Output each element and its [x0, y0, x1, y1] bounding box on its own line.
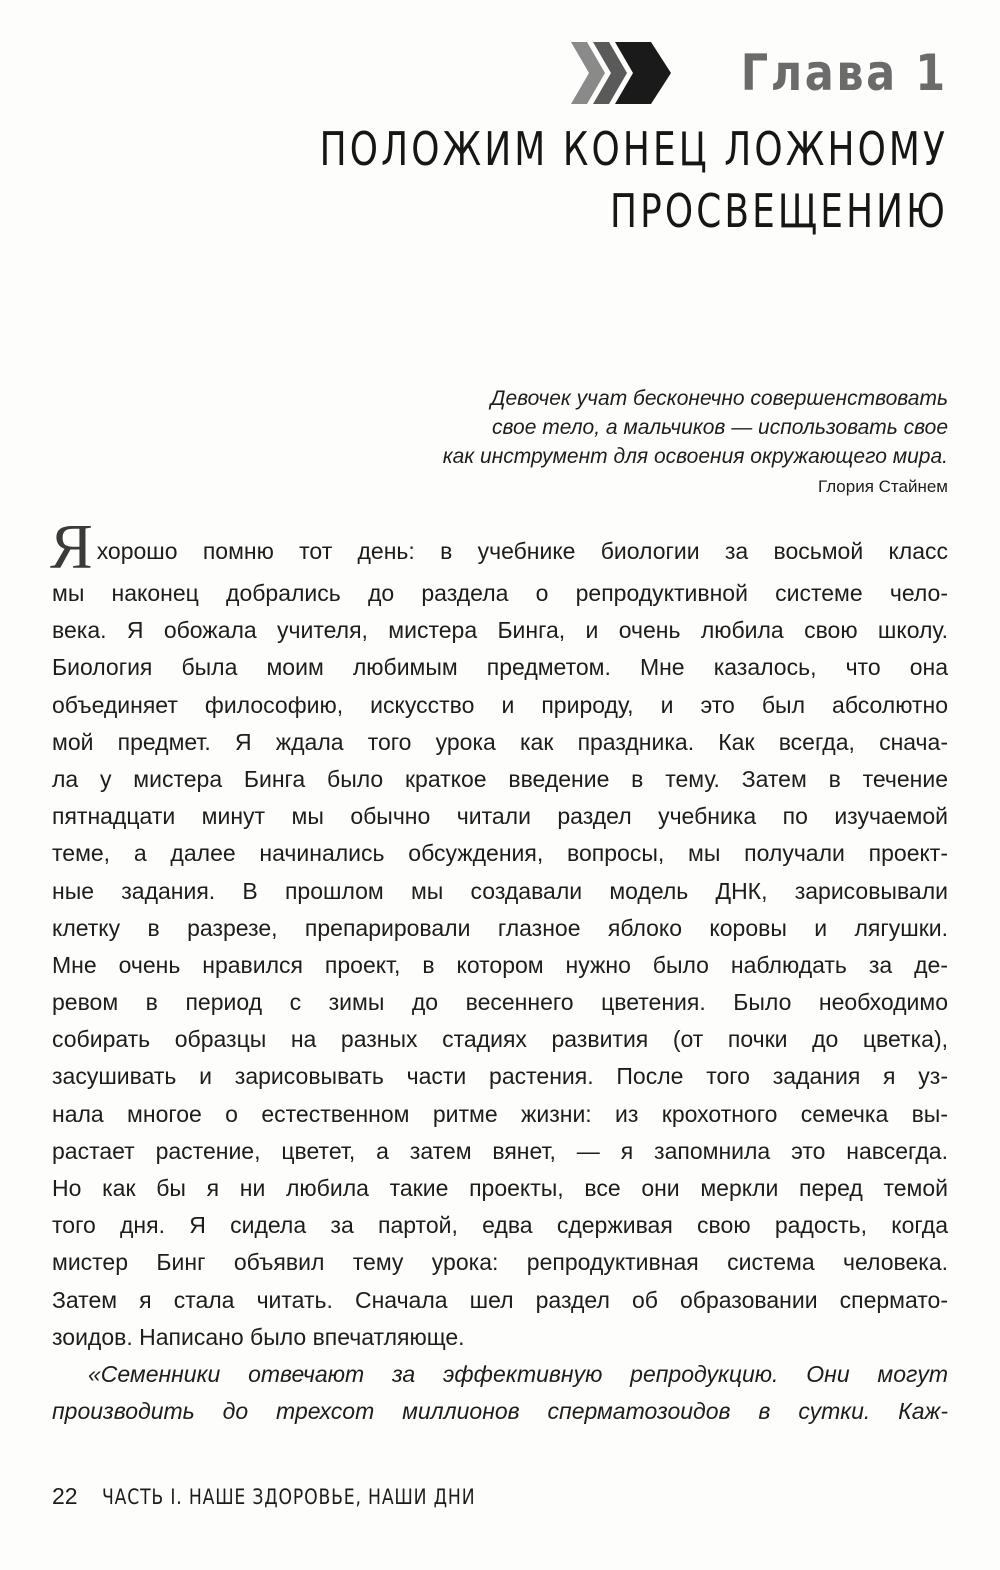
epigraph-line: как инструмент для освоения окружающего мира.: [442, 445, 948, 468]
text-line: мой предмет. Я ждала того урока как праздника. Как всегда, снача-: [52, 728, 948, 755]
epigraph-author: Глория Стайнем: [817, 477, 948, 496]
text-line: пятнадцати минут мы обычно читали раздел учебника по изучаемой: [52, 803, 948, 830]
page-footer: [52, 1483, 557, 1510]
text-line: ные задания. В прошлом мы создавали модель ДНК, зарисовывали: [52, 877, 948, 904]
text-line: Затем я стала читать. Сначала шел раздел об образовании спермато-: [52, 1286, 948, 1313]
text-line: Но как бы я ни любила такие проекты, все они меркли перед темой: [52, 1175, 948, 1201]
text-line: ревом в период с зимы до весеннего цветения. Было необходимо: [52, 989, 948, 1016]
epigraph: [328, 384, 948, 499]
drop-cap: Я: [50, 511, 93, 582]
text-line: собирать образцы на разных стадиях развития (от почки до цветка),: [52, 1026, 948, 1053]
text-line: века. Я обожала учителя, мистера Бинга, и очень любила свою школу.: [52, 617, 948, 644]
chapter-title-line: ПРОСВЕЩЕНИЮ: [610, 184, 948, 238]
page-number: 22: [52, 1483, 78, 1509]
epigraph-line: Девочек учат бесконечно совершенствовать: [490, 387, 948, 410]
chapter-title-line: ПОЛОЖИМ КОНЕЦ ЛОЖНОМУ: [319, 122, 949, 176]
text-line: нала многое о естественном ритме жизни: из крохотного семечка вы-: [52, 1100, 948, 1127]
text-line: засушивать и зарисовывать части растения. После того задания я уз-: [52, 1063, 948, 1090]
text-line: мы наконец добрались до раздела о репродуктивной системе чело-: [52, 580, 948, 606]
chapter-label: Глава 1: [740, 44, 948, 102]
running-head: ЧАСТЬ I. НАШЕ ЗДОРОВЬЕ, НАШИ ДНИ: [101, 1485, 476, 1509]
text-line: теме, а далее начинались обсуждения, вопросы, мы получали проект-: [52, 840, 948, 867]
chapter-title: [246, 118, 948, 242]
text-line: растает растение, цветет, а затем вянет, — я запомнила это навсегда.: [52, 1137, 948, 1164]
text-line: клетку в разрезе, препарировали глазное яблоко коровы и лягушки.: [52, 914, 948, 941]
body-text: [50, 511, 948, 1430]
quote-line: производить до трехсот миллионов сперматозоидов в сутки. Каж-: [52, 1398, 948, 1425]
text-line: Мне очень нравился проект, в котором нужно было наблюдать за де-: [52, 951, 948, 978]
quote-line: «Семенники отвечают за эффективную репродукцию. Они могут: [88, 1360, 948, 1387]
text-line: ла у мистера Бинга было краткое введение в тему. Затем в течение: [52, 765, 948, 792]
chapter-header: [571, 42, 948, 104]
text-line: хорошо помню тот день: в учебнике биологии за восьмой класс: [96, 538, 948, 564]
text-line: Биология была моим любимым предметом. Мне казалось, что она: [52, 654, 948, 681]
text-line: зоидов. Написано было впечатляюще.: [52, 1323, 465, 1350]
paragraph: [52, 575, 948, 1356]
text-line: мистер Бинг объявил тему урока: репродуктивная система человека.: [52, 1249, 948, 1276]
quote-paragraph: [52, 1356, 948, 1430]
text-line: того дня. Я сидела за партой, едва сдерживая свою радость, когда: [52, 1212, 948, 1239]
triple-chevron-icon: [571, 42, 671, 104]
text-line: объединяет философию, искусство и природу, и это был абсолютно: [52, 691, 948, 718]
epigraph-line: свое тело, а мальчиков — использовать свое: [492, 416, 948, 439]
first-paragraph-start: [50, 511, 948, 582]
